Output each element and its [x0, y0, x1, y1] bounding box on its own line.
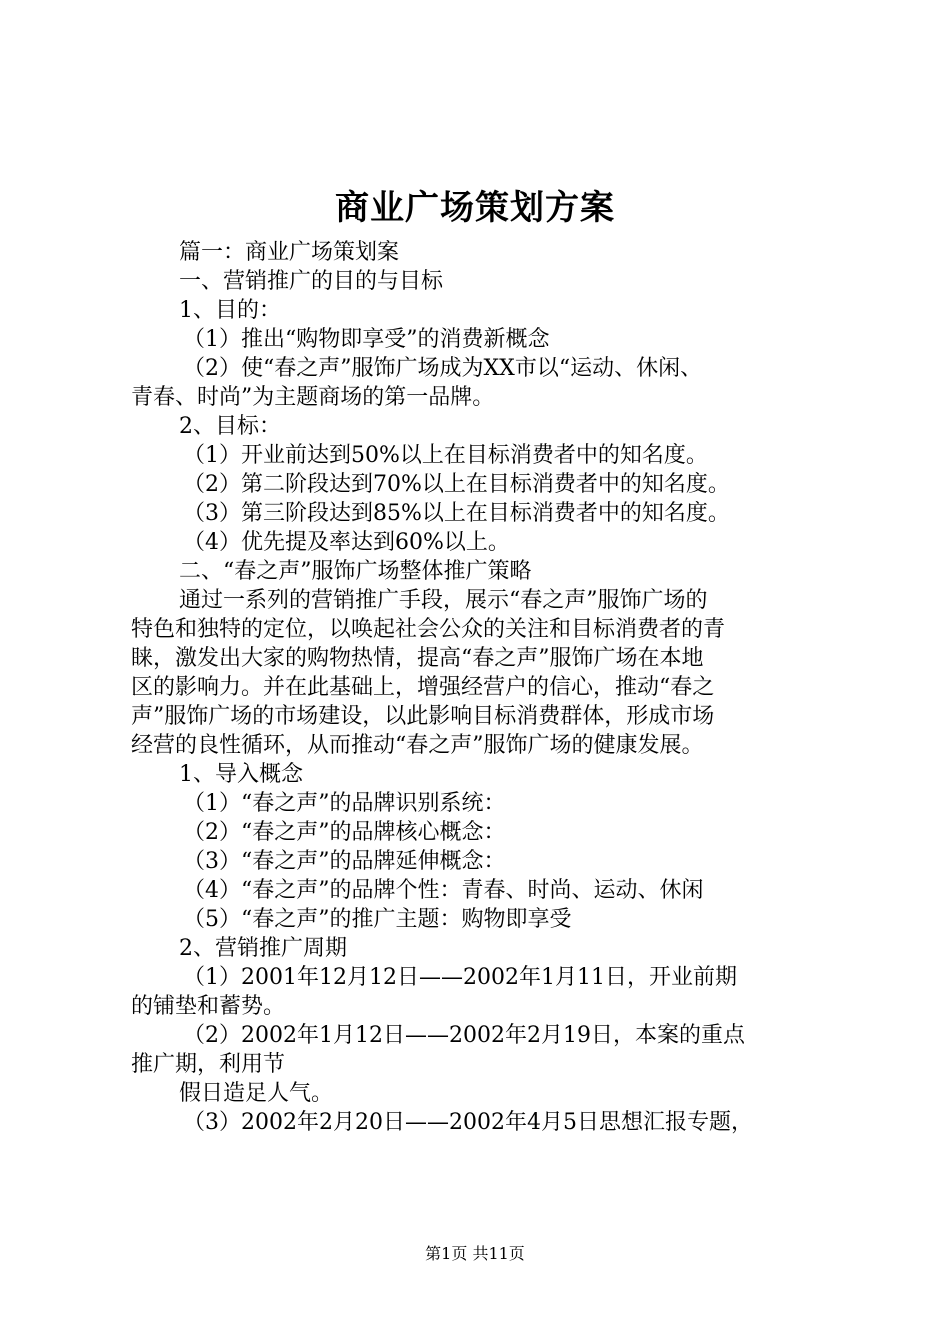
- text-line: （3）“春之声”的品牌延伸概念：: [183, 849, 506, 874]
- text-line: 经营的良性循环，从而推动“春之声”服饰广场的健康发展。: [131, 733, 704, 758]
- text-line: 通过一系列的营销推广手段，展示“春之声”服饰广场的: [179, 588, 708, 613]
- text-line: （2）使“春之声”服饰广场成为XX市以“运动、休闲、: [183, 356, 703, 381]
- text-line: （4）优先提及率达到60%以上。: [183, 530, 510, 555]
- text-line: 2、营销推广周期: [179, 936, 347, 961]
- text-line: 区的影响力。并在此基础上，增强经营户的信心，推动“春之: [131, 675, 715, 700]
- document-title: 商业广场策划方案: [335, 188, 615, 228]
- text-line: （1）“春之声”的品牌识别系统：: [183, 791, 506, 816]
- text-line: （2）第二阶段达到70%以上在目标消费者中的知名度。: [183, 472, 730, 497]
- text-line: （1）推出“购物即享受”的消费新概念: [183, 327, 550, 352]
- text-line: 特色和独特的定位，以唤起社会公众的关注和目标消费者的青: [131, 617, 726, 642]
- text-line: （5）“春之声”的推广主题：购物即享受: [183, 907, 572, 932]
- text-line: 2、目标：: [179, 414, 281, 439]
- text-line: 推广期，利用节: [131, 1052, 286, 1077]
- text-line: 二、“春之声”服饰广场整体推广策略: [179, 559, 532, 584]
- text-line: （1）开业前达到50%以上在目标消费者中的知名度。: [183, 443, 708, 468]
- text-line: （1）2001年12月12日——2002年1月11日，开业前期: [183, 965, 737, 990]
- text-line: 的铺垫和蓄势。: [131, 994, 286, 1019]
- text-line: （3）2002年2月20日——2002年4月5日思想汇报专题，: [183, 1110, 753, 1135]
- document-body: [131, 238, 831, 1137]
- page-footer: 第1页 共11页: [425, 1244, 525, 1263]
- text-line: （2）“春之声”的品牌核心概念：: [183, 820, 506, 845]
- text-line: 青春、时尚”为主题商场的第一品牌。: [131, 385, 495, 410]
- text-line: 睐，激发出大家的购物热情，提高“春之声”服饰广场在本地: [131, 646, 704, 671]
- text-line: （4）“春之声”的品牌个性：青春、时尚、运动、休闲: [183, 878, 704, 903]
- text-line: （2）2002年1月12日——2002年2月19日，本案的重点: [183, 1023, 745, 1048]
- text-line: 1、目的：: [179, 298, 281, 323]
- text-line: 一、营销推广的目的与目标: [179, 269, 444, 294]
- text-line: 篇一：商业广场策划案: [179, 240, 400, 265]
- text-line: （3）第三阶段达到85%以上在目标消费者中的知名度。: [183, 501, 730, 526]
- text-line: 声”服饰广场的市场建设，以此影响目标消费群体，形成市场: [131, 704, 715, 729]
- text-line: 假日造足人气。: [179, 1081, 334, 1106]
- text-line: 1、导入概念: [179, 762, 303, 787]
